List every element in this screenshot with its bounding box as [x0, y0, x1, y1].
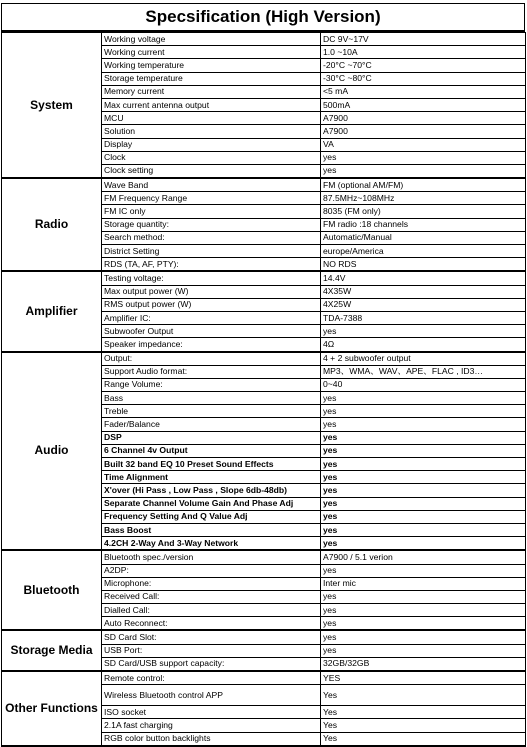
spec-item-label: Remote control: [102, 671, 321, 685]
spec-item-value: yes [321, 537, 526, 551]
category-bluetooth: Bluetooth [2, 550, 102, 630]
category-system: System [2, 33, 102, 179]
spec-item-value: 4X25W [321, 298, 526, 311]
spec-item-value: A7900 [321, 125, 526, 138]
spec-item-value: 4 + 2 subwoofer output [321, 352, 526, 366]
spec-item-value: 4X35W [321, 285, 526, 298]
spec-item-value: 8035 (FM only) [321, 205, 526, 218]
category-audio: Audio [2, 352, 102, 551]
spec-item-label: Clock [102, 151, 321, 164]
spec-item-label: Speaker impedance: [102, 338, 321, 352]
spec-item-value: <5 mA [321, 85, 526, 98]
spec-item-label: Range Volume: [102, 378, 321, 391]
spec-item-label: SD Card/USB support capacity: [102, 657, 321, 671]
spec-item-label: Received Call: [102, 590, 321, 603]
spec-item-value: yes [321, 471, 526, 484]
spec-item-value: yes [321, 564, 526, 577]
spec-item-label: 2.1A fast charging [102, 719, 321, 732]
spec-item-value: DC 9V~17V [321, 33, 526, 46]
spec-item-value: yes [321, 151, 526, 164]
spec-item-value: yes [321, 458, 526, 471]
spec-item-value: 0~40 [321, 378, 526, 391]
spec-item-label: SD Card Slot: [102, 630, 321, 644]
spec-item-label: Memory current [102, 85, 321, 98]
spec-item-value: yes [321, 405, 526, 418]
spec-item-value: 500mA [321, 98, 526, 111]
spec-item-value: Yes [321, 732, 526, 746]
spec-item-label: MCU [102, 112, 321, 125]
category-other-functions: Other Functions [2, 671, 102, 746]
spec-item-value: YES [321, 671, 526, 685]
spec-item-value: yes [321, 510, 526, 523]
spec-item-value: yes [321, 392, 526, 405]
spec-item-label: Max output power (W) [102, 285, 321, 298]
spec-item-label: FM Frequency Range [102, 192, 321, 205]
spec-item-label: Working temperature [102, 59, 321, 72]
spec-item-label: 6 Channel 4v Output [102, 444, 321, 457]
spec-item-label: Fader/Balance [102, 418, 321, 431]
spec-item-label: Treble [102, 405, 321, 418]
spec-item-label: Support Audio format: [102, 365, 321, 378]
category-radio: Radio [2, 178, 102, 271]
spec-item-label: RMS output power (W) [102, 298, 321, 311]
spec-item-label: A2DP: [102, 564, 321, 577]
spec-item-label: Amplifier IC: [102, 311, 321, 324]
spec-item-value: Yes [321, 706, 526, 719]
spec-item-value: 1.0 ~10A [321, 46, 526, 59]
spec-item-label: DSP [102, 431, 321, 444]
spec-item-label: Time Alignment [102, 471, 321, 484]
spec-sheet [1, 3, 525, 747]
spec-item-label: Dialled Call: [102, 604, 321, 617]
category-storage-media: Storage Media [2, 630, 102, 671]
spec-item-label: Microphone: [102, 577, 321, 590]
spec-item-label: Bluetooth spec./version [102, 550, 321, 564]
table-row [2, 671, 526, 685]
spec-item-value: Automatic/Manual [321, 231, 526, 244]
spec-item-label: Testing voltage: [102, 271, 321, 285]
spec-item-value: TDA-7388 [321, 311, 526, 324]
spec-item-label: ISO socket [102, 706, 321, 719]
spec-item-label: Clock setting [102, 164, 321, 178]
spec-item-value: FM (optional AM/FM) [321, 178, 526, 192]
spec-item-value: Yes [321, 719, 526, 732]
spec-item-value: A7900 [321, 112, 526, 125]
spec-item-label: Max current antenna output [102, 98, 321, 111]
spec-item-label: Working voltage [102, 33, 321, 46]
spec-item-value: 4Ω [321, 338, 526, 352]
spec-item-value: -30°C ~80°C [321, 72, 526, 85]
spec-item-value: yes [321, 523, 526, 536]
spec-table [1, 32, 526, 747]
spec-item-value: Inter mic [321, 577, 526, 590]
spec-item-value: MP3、WMA、WAV、APE、FLAC , ID3… [321, 365, 526, 378]
spec-item-value: 87.5MHz~108MHz [321, 192, 526, 205]
spec-item-label: RGB color button backlights [102, 732, 321, 746]
spec-item-label: Solution [102, 125, 321, 138]
spec-item-value: NO RDS [321, 258, 526, 272]
spec-item-value: FM radio :18 channels [321, 218, 526, 231]
spec-item-value: -20°C ~70°C [321, 59, 526, 72]
spec-item-value: 14.4V [321, 271, 526, 285]
table-row [2, 550, 526, 564]
spec-item-value: VA [321, 138, 526, 151]
spec-item-label: Built 32 band EQ 10 Preset Sound Effects [102, 458, 321, 471]
spec-item-label: Output: [102, 352, 321, 366]
spec-item-label: RDS (TA, AF, PTY): [102, 258, 321, 272]
spec-item-value: yes [321, 617, 526, 631]
spec-item-label: USB Port: [102, 644, 321, 657]
table-row [2, 352, 526, 366]
spec-item-label: District Setting [102, 245, 321, 258]
spec-item-label: Frequency Setting And Q Value Adj [102, 510, 321, 523]
spec-item-label: Storage quantity: [102, 218, 321, 231]
table-row [2, 271, 526, 285]
spec-item-value: yes [321, 325, 526, 338]
spec-item-value: yes [321, 630, 526, 644]
spec-item-value: yes [321, 418, 526, 431]
spec-item-value: europe/America [321, 245, 526, 258]
spec-item-label: Bass [102, 392, 321, 405]
spec-item-value: yes [321, 431, 526, 444]
spec-item-value: 32GB/32GB [321, 657, 526, 671]
spec-item-label: Storage temperature [102, 72, 321, 85]
spec-item-label: Separate Channel Volume Gain And Phase Adj [102, 497, 321, 510]
spec-item-label: Wireless Bluetooth control APP [102, 685, 321, 706]
spec-item-label: 4.2CH 2-Way And 3-Way Network [102, 537, 321, 551]
page-title: Specsification (High Version) [1, 3, 525, 32]
spec-item-value: A7900 / 5.1 verion [321, 550, 526, 564]
spec-item-value: yes [321, 604, 526, 617]
spec-item-label: Bass Boost [102, 523, 321, 536]
spec-item-value: yes [321, 497, 526, 510]
spec-item-value: yes [321, 444, 526, 457]
table-row [2, 33, 526, 46]
table-row [2, 630, 526, 644]
spec-item-label: Subwoofer Output [102, 325, 321, 338]
spec-item-label: FM IC only [102, 205, 321, 218]
spec-item-label: Wave Band [102, 178, 321, 192]
table-row [2, 178, 526, 192]
spec-item-value: yes [321, 484, 526, 497]
spec-item-label: X'over (Hi Pass , Low Pass , Slope 6db-48db) [102, 484, 321, 497]
spec-item-label: Search method: [102, 231, 321, 244]
spec-item-label: Auto Reconnect: [102, 617, 321, 631]
spec-item-value: yes [321, 644, 526, 657]
spec-item-value: yes [321, 590, 526, 603]
spec-item-label: Display [102, 138, 321, 151]
spec-item-value: yes [321, 164, 526, 178]
spec-item-label: Working current [102, 46, 321, 59]
spec-item-value: Yes [321, 685, 526, 706]
category-amplifier: Amplifier [2, 271, 102, 351]
